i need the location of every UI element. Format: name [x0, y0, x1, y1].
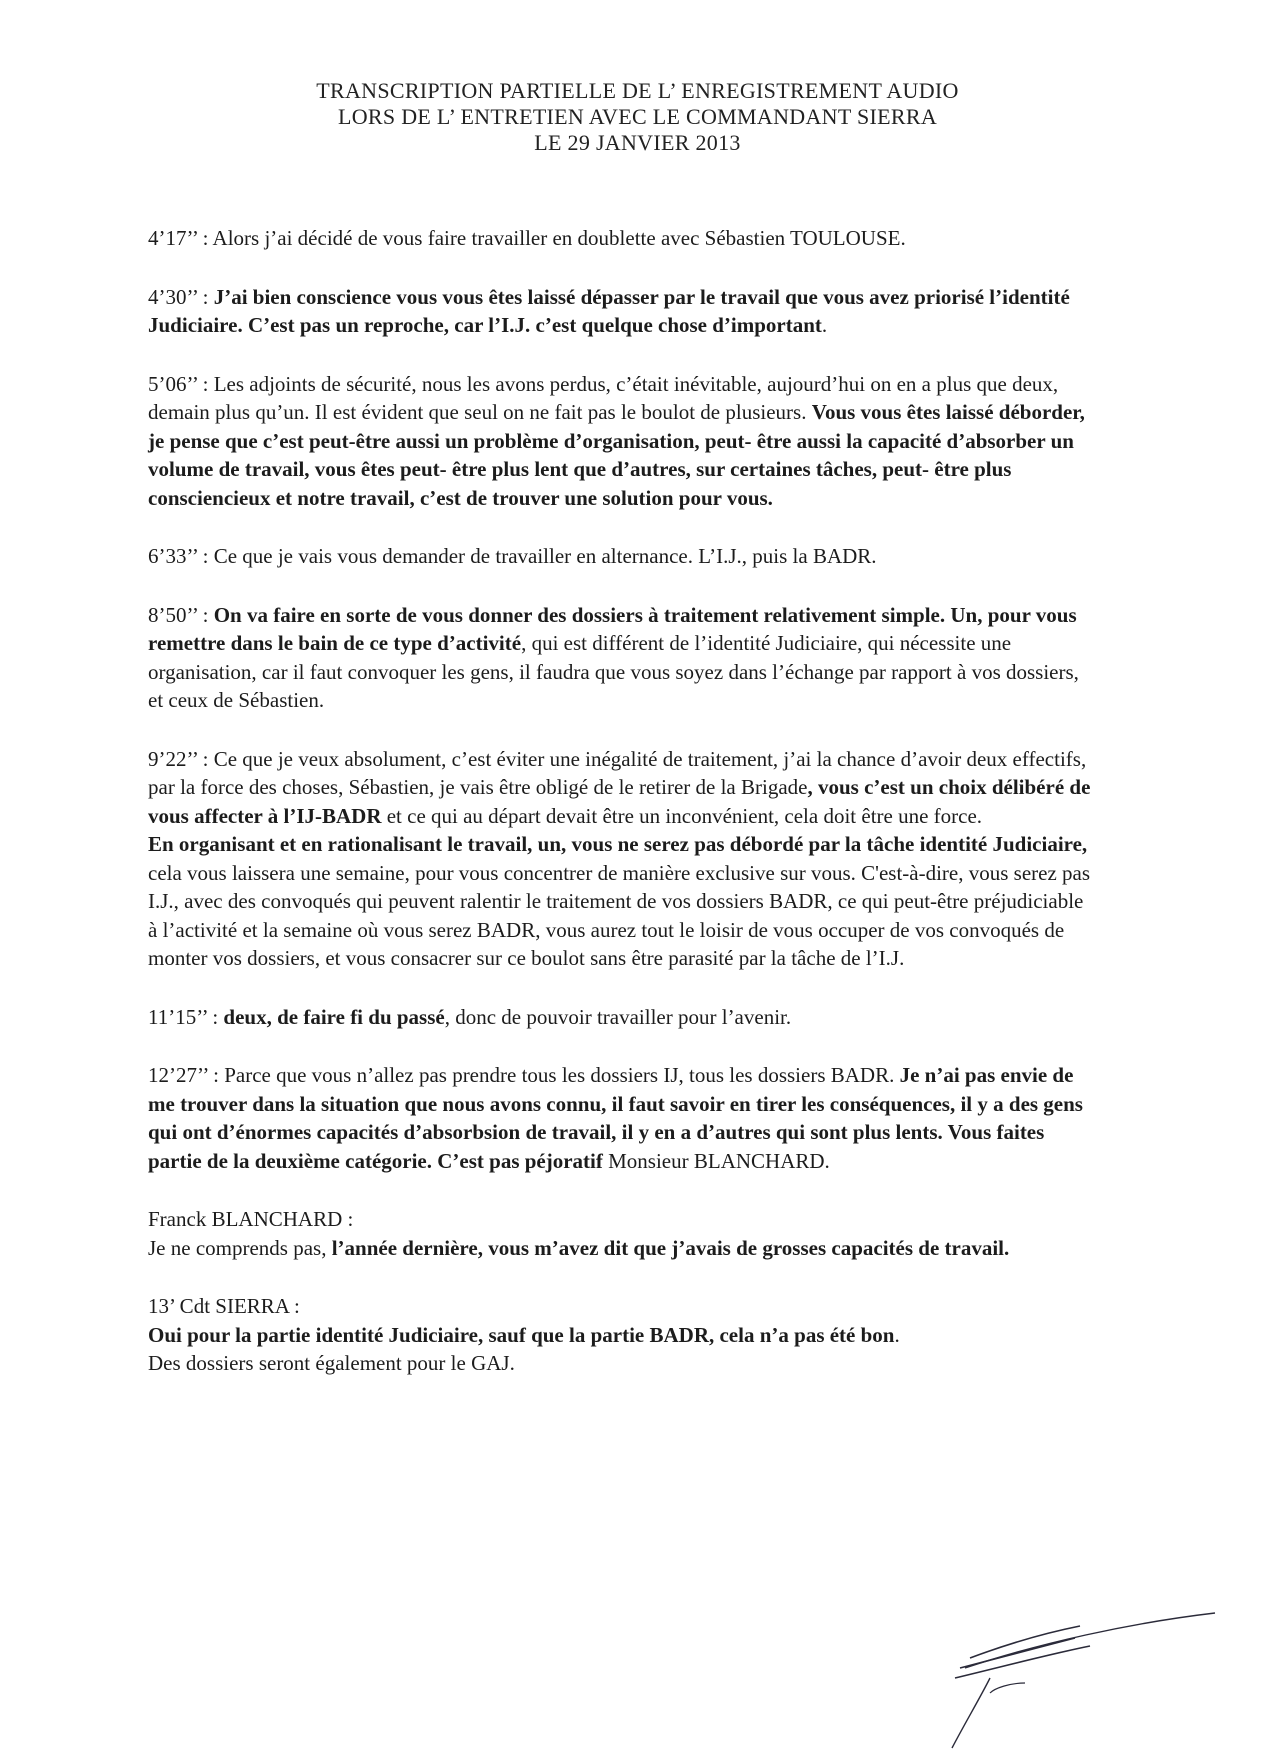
transcript-body: [148, 224, 1093, 1408]
bold-text-segment: deux, de faire fi du passé: [223, 1004, 445, 1029]
transcript-paragraph: [148, 370, 1093, 513]
title-line-1: TRANSCRIPTION PARTIELLE DE L’ ENREGISTREMENT AUDIO: [316, 78, 959, 103]
text-segment: 6’33’’ : Ce que je vais vous demander de travailler en alternance. L’I.J., puis la BADR.: [148, 544, 877, 568]
bold-text-segment: , vous c’est un choix délibéré de vous affecter à l’IJ-BADR: [148, 775, 1091, 828]
transcript-paragraph: [148, 1205, 1093, 1262]
text-segment: cela vous laissera une semaine, pour vous concentrer de manière exclusive sur vous. C'est-à-dire, vous serez pas I.J., avec des convoqués qui peuvent ralentir le traitement de vos dossiers BADR, ce qui peut-être préjudiciable à l’activité et la semaine où vous serez BADR, vous aurez tout le loisir de vous occuper de vos convoqués de monter vos dossiers, et vous consacrer sur ce boulot sans être parasité par la tâche de l’I.J.: [148, 860, 1091, 970]
speaker-label: 13’ Cdt SIERRA :: [148, 1294, 300, 1318]
text-segment: .: [821, 313, 828, 337]
text-segment: , qui est différent de l’identité Judiciaire, qui nécessite une organisation, car il faut convoquer les gens, il faudra que vous soyez dans l’échange par rapport à vos dossiers, et ceux de Sébastien.: [148, 631, 1079, 712]
text-segment: 4’17’’ : Alors j’ai décidé de vous faire travailler en doublette avec Sébastien TOULOUSE.: [148, 226, 906, 250]
text-segment: 11’15’’ :: [148, 1004, 224, 1029]
text-segment: 9’22’’ : Ce que je veux absolument, c’est éviter une inégalité de traitement, j’ai la chance d’avoir deux effectifs, par la force des choses, Sébastien, je vais être obligé de le retirer de la Brigade: [148, 746, 1087, 799]
bold-text-segment: En organisant et en rationalisant le travail, un, vous ne serez pas débordé par la tâche identité Judiciaire,: [148, 832, 1088, 856]
speaker-label: Franck BLANCHARD :: [148, 1207, 354, 1231]
transcript-paragraph: [148, 601, 1093, 715]
bold-text-segment: l’année dernière, vous m’avez dit que j’avais de grosses capacités de travail.: [331, 1235, 1010, 1260]
transcript-paragraph: [148, 1292, 1093, 1378]
text-segment: 4’30’’ :: [148, 284, 214, 309]
bold-text-segment: Je n’ai pas envie de me trouver dans la situation que nous avons connu, il faut savoir en tirer les conséquences, il y a des gens qui ont d’énormes capacités d’absorbsion de travail, il y en a d’autres qui sont plus lents. Vous faites partie de la deuxième catégorie. C’est pas péjoratif: [148, 1063, 1083, 1173]
text-segment: 5’06’’ : Les adjoints de sécurité, nous les avons perdus, c’était inévitable, aujourd’hui on en a plus que deux, demain plus qu’un. Il est évident que seul on ne fait pas le boulot de plusieurs.: [148, 371, 1059, 424]
text-segment: et ce qui au départ devait être un inconvénient, cela doit être une force.: [381, 803, 983, 828]
text-segment: .: [894, 1322, 900, 1347]
text-segment: , donc de pouvoir travailler pour l’avenir.: [444, 1004, 792, 1029]
transcript-paragraph: [148, 1003, 1093, 1032]
document-title: [0, 78, 1275, 156]
bold-text-segment: J’ai bien conscience vous vous êtes laissé dépasser par le travail que vous avez priorisé l’identité Judiciaire. C’est pas un reproche, car l’I.J. c’est quelque chose d’important: [148, 284, 1070, 337]
transcript-paragraph: [148, 224, 1093, 253]
title-line-3: LE 29 JANVIER 2013: [534, 130, 741, 155]
transcript-paragraph: [148, 1061, 1093, 1175]
text-segment: 12’27’’ : Parce que vous n’allez pas prendre tous les dossiers IJ, tous les dossiers BADR.: [148, 1063, 900, 1087]
transcript-paragraph: [148, 283, 1093, 340]
handwritten-signature-icon: [950, 1598, 1230, 1758]
text-segment: Des dossiers seront également pour le GAJ.: [148, 1351, 515, 1375]
text-segment: 8’50’’ :: [148, 602, 214, 627]
transcript-paragraph: [148, 542, 1093, 571]
bold-text-segment: Vous vous êtes laissé déborder, je pense que c’est peut-être aussi un problème d’organisation, peut- être aussi la capacité d’absorber un volume de travail, vous êtes peut- être plus lent que d’autres, sur certaines tâches, peut- être plus consciencieux et notre travail, c’est de trouver une solution pour vous.: [148, 400, 1085, 510]
transcript-paragraph: [148, 745, 1093, 973]
bold-text-segment: On va faire en sorte de vous donner des dossiers à traitement relativement simple. Un, pour vous remettre dans le bain de ce type d’activité: [148, 602, 1077, 655]
title-line-2: LORS DE L’ ENTRETIEN AVEC LE COMMANDANT SIERRA: [337, 104, 938, 129]
text-segment: Monsieur BLANCHARD.: [602, 1148, 830, 1173]
text-segment: Je ne comprends pas,: [148, 1235, 332, 1260]
bold-text-segment: Oui pour la partie identité Judiciaire, sauf que la partie BADR, cela n’a pas été bon: [148, 1322, 895, 1347]
